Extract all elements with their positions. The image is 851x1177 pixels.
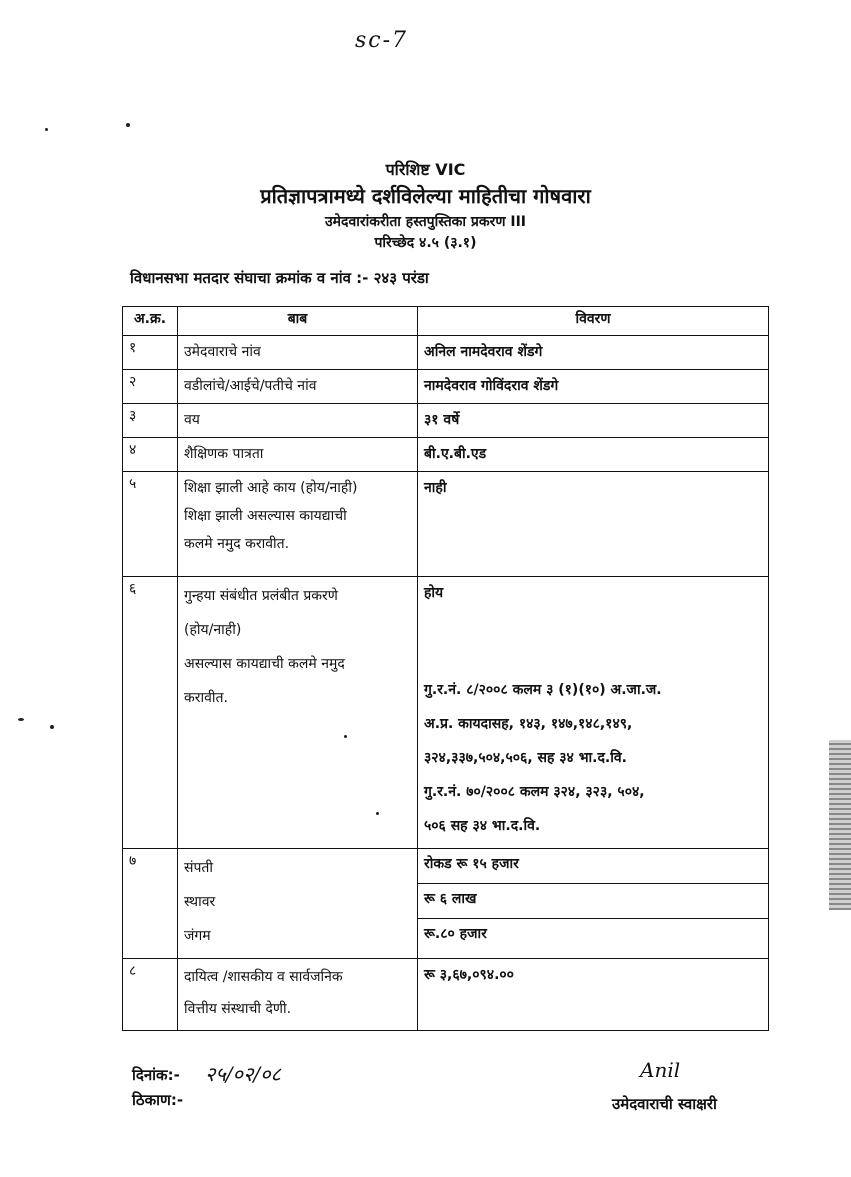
row-item: शैक्षिणक पात्रता (178, 438, 418, 472)
row-value: रोकड रू १५ हजार रू ६ लाख रू.८० हजार (418, 849, 769, 959)
row-number: ३ (123, 404, 178, 438)
header-details: विवरण (418, 307, 769, 336)
table-row (123, 849, 769, 959)
table-row (123, 959, 769, 1031)
table-row (123, 438, 769, 472)
date-value: २५/०२/०८ (205, 1062, 281, 1086)
table-row (123, 404, 769, 438)
table-row (123, 577, 769, 849)
handwritten-note: sc-7 (355, 28, 409, 53)
scan-speck (126, 123, 130, 127)
scan-speck (18, 718, 24, 721)
summary-table (122, 306, 769, 1031)
row-number: २ (123, 370, 178, 404)
row-value: ३१ वर्षे (418, 404, 769, 438)
signature: Anil (640, 1058, 681, 1082)
row-number: ८ (123, 959, 178, 1031)
paragraph-ref: परिच्छेद ४.५ (३.१) (374, 235, 477, 251)
row-value: अनिल नामदेवराव शेंडगे (418, 336, 769, 370)
row-item: वडीलांचे/आईचे/पतीचे नांव (178, 370, 418, 404)
row-value: नाही (418, 472, 769, 577)
row-number: ५ (123, 472, 178, 577)
row-number: ४ (123, 438, 178, 472)
header-item: बाब (178, 307, 418, 336)
header-serial: अ.क्र. (123, 307, 178, 336)
row-number: ६ (123, 577, 178, 849)
scan-speck (344, 735, 347, 738)
table-row (123, 370, 769, 404)
scan-edge-shadow (829, 740, 851, 910)
row-number: १ (123, 336, 178, 370)
row-item: गुन्हया संबंधीत प्रलंबीत प्रकरणे (होय/नाही) असल्यास कायद्याची कलमे नमुद करावीत. (178, 577, 418, 849)
table-header-row (123, 307, 769, 336)
row-item: दायित्व /शासकीय व सार्वजनिक वित्तीय संस्थाची देणी. (178, 959, 418, 1031)
row-item: शिक्षा झाली आहे काय (होय/नाही) शिक्षा झाली असल्यास कायद्याची कलमे नमुद करावीत. (178, 472, 418, 577)
row-value: रू ३,६७,०९४.०० (418, 959, 769, 1031)
scan-speck (376, 812, 379, 815)
table-row (123, 336, 769, 370)
date-label: दिनांक:- (132, 1066, 180, 1084)
table-row (123, 472, 769, 577)
constituency-line: विधानसभा मतदार संघाचा क्रमांक व नांव :- २४३ परंडा (130, 269, 429, 287)
appendix-heading: परिशिष्ट VIC (385, 160, 466, 179)
scan-speck (45, 128, 48, 131)
row-value: बी.ए.बी.एड (418, 438, 769, 472)
page-title: प्रतिज्ञापत्रामध्ये दर्शविलेल्या माहितीचा गोषवारा (260, 184, 591, 208)
signature-label: उमेदवाराची स्वाक्षरी (612, 1095, 717, 1113)
row-item: संपती स्थावर जंगम (178, 849, 418, 959)
row-value: होय गु.र.नं. ८/२००८ कलम ३ (१)(१०) अ.जा.ज. अ.प्र. कायदासह, १४३, १४७,१४८,१४९, ३२४,३३७,५०४,५०६, सह ३४ भा.द.वि. गु.र.नं. ७०/२००८ कलम ३२४, ३२३, ५०४, ५०६ सह ३४ भा.द.वि. (418, 577, 769, 849)
scan-speck (50, 725, 54, 729)
row-item: वय (178, 404, 418, 438)
subtitle: उमेदवारांकरीता हस्तपुस्तिका प्रकरण III (324, 214, 526, 230)
row-item: उमेदवाराचे नांव (178, 336, 418, 370)
row-value: नामदेवराव गोविंदराव शेंडगे (418, 370, 769, 404)
row-number: ७ (123, 849, 178, 959)
place-label: ठिकाण:- (132, 1091, 184, 1109)
